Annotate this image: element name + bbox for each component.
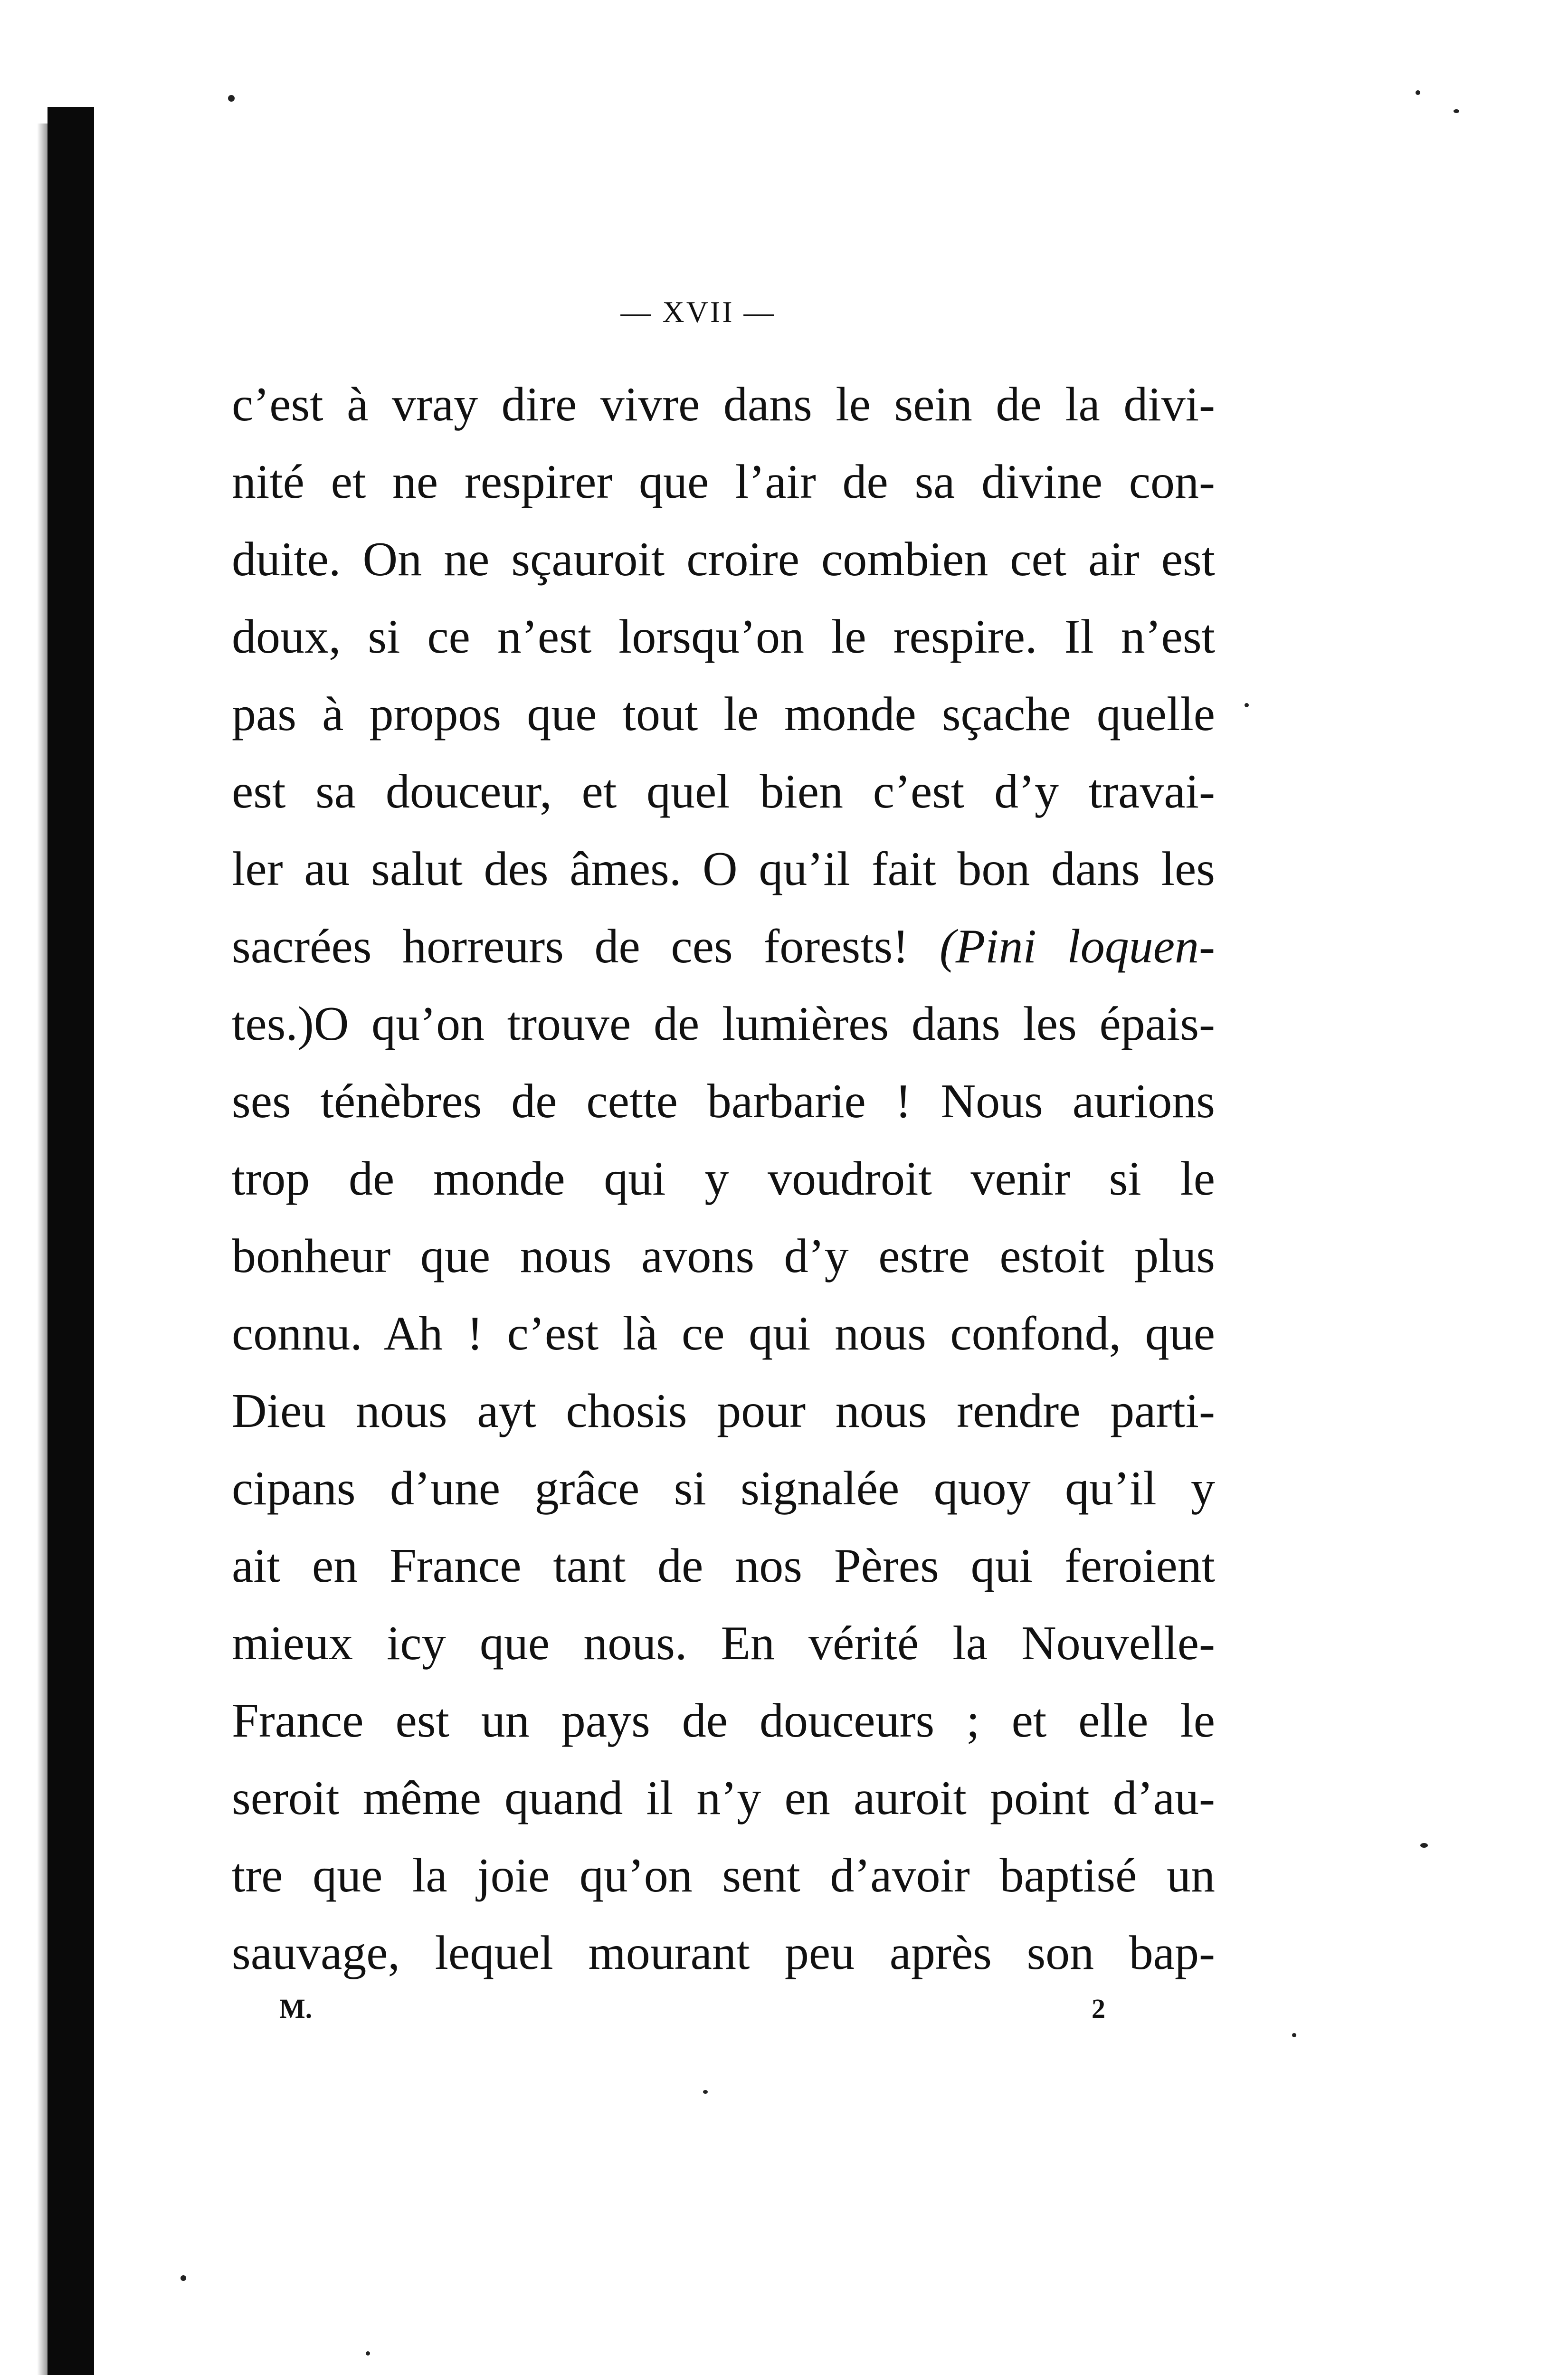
scan-speck [1416, 90, 1420, 95]
text-line-with-italic [232, 908, 1215, 985]
text-line: tre que la joie qu’on sent d’avoir baptisé un [232, 1849, 1215, 1902]
text-line: sauvage, lequel mourant peu après son bap- [232, 1926, 1215, 1980]
text-line: pas à propos que tout le monde sçache quelle [232, 687, 1215, 741]
text-line: ses ténèbres de cette barbarie ! Nous aurions [232, 1074, 1215, 1128]
text-line: c’est à vray dire vivre dans le sein de la divi- [232, 378, 1215, 431]
running-head: — XVII — [620, 295, 776, 329]
text-line: cipans d’une grâce si signalée quoy qu’il y [232, 1462, 1215, 1515]
text-line: doux, si ce n’est lorsqu’on le respire. Il n’est [232, 610, 1215, 664]
scan-speck [1245, 703, 1249, 707]
text-line: seroit même quand il n’y en auroit point d’au- [232, 1771, 1215, 1825]
text-line: mieux icy que nous. En vérité la Nouvelle- [232, 1616, 1215, 1670]
text-line: connu. Ah ! c’est là ce qui nous confond, que [232, 1307, 1215, 1360]
text-line: est sa douceur, et quel bien c’est d’y travai- [232, 765, 1215, 818]
body-text [232, 366, 1215, 1992]
text-line-roman-part: sacrées horreurs de ces forests! [232, 920, 940, 973]
italic-latin-phrase: (Pini loquen- [939, 920, 1215, 973]
scan-speck [1454, 109, 1459, 113]
text-line: duite. On ne sçauroit croire combien cet air est [232, 532, 1215, 586]
scan-speck [228, 95, 235, 102]
text-line: trop de monde qui y voudroit venir si le [232, 1152, 1215, 1206]
binding-edge [48, 107, 94, 2375]
text-line: ler au salut des âmes. O qu’il fait bon dans les [232, 842, 1215, 896]
signature-mark: M. [279, 1993, 313, 2024]
page-footer [232, 1993, 1210, 2031]
text-line: ait en France tant de nos Pères qui feroient [232, 1539, 1215, 1593]
text-line: nité et ne respirer que l’air de sa divine con- [232, 455, 1215, 509]
scan-speck [181, 2275, 186, 2281]
text-line: France est un pays de douceurs ; et elle le [232, 1694, 1215, 1748]
text-line: Dieu nous ayt chosis pour nous rendre parti- [232, 1384, 1215, 1438]
sheet-number: 2 [1092, 1993, 1105, 2024]
text-line: tes.)O qu’on trouve de lumières dans les épais- [232, 997, 1215, 1051]
scan-speck [1420, 1843, 1428, 1848]
scan-speck [1292, 2033, 1296, 2037]
scan-speck [366, 2351, 370, 2356]
scan-speck [703, 2090, 708, 2094]
text-line: bonheur que nous avons d’y estre estoit plus [232, 1229, 1215, 1283]
